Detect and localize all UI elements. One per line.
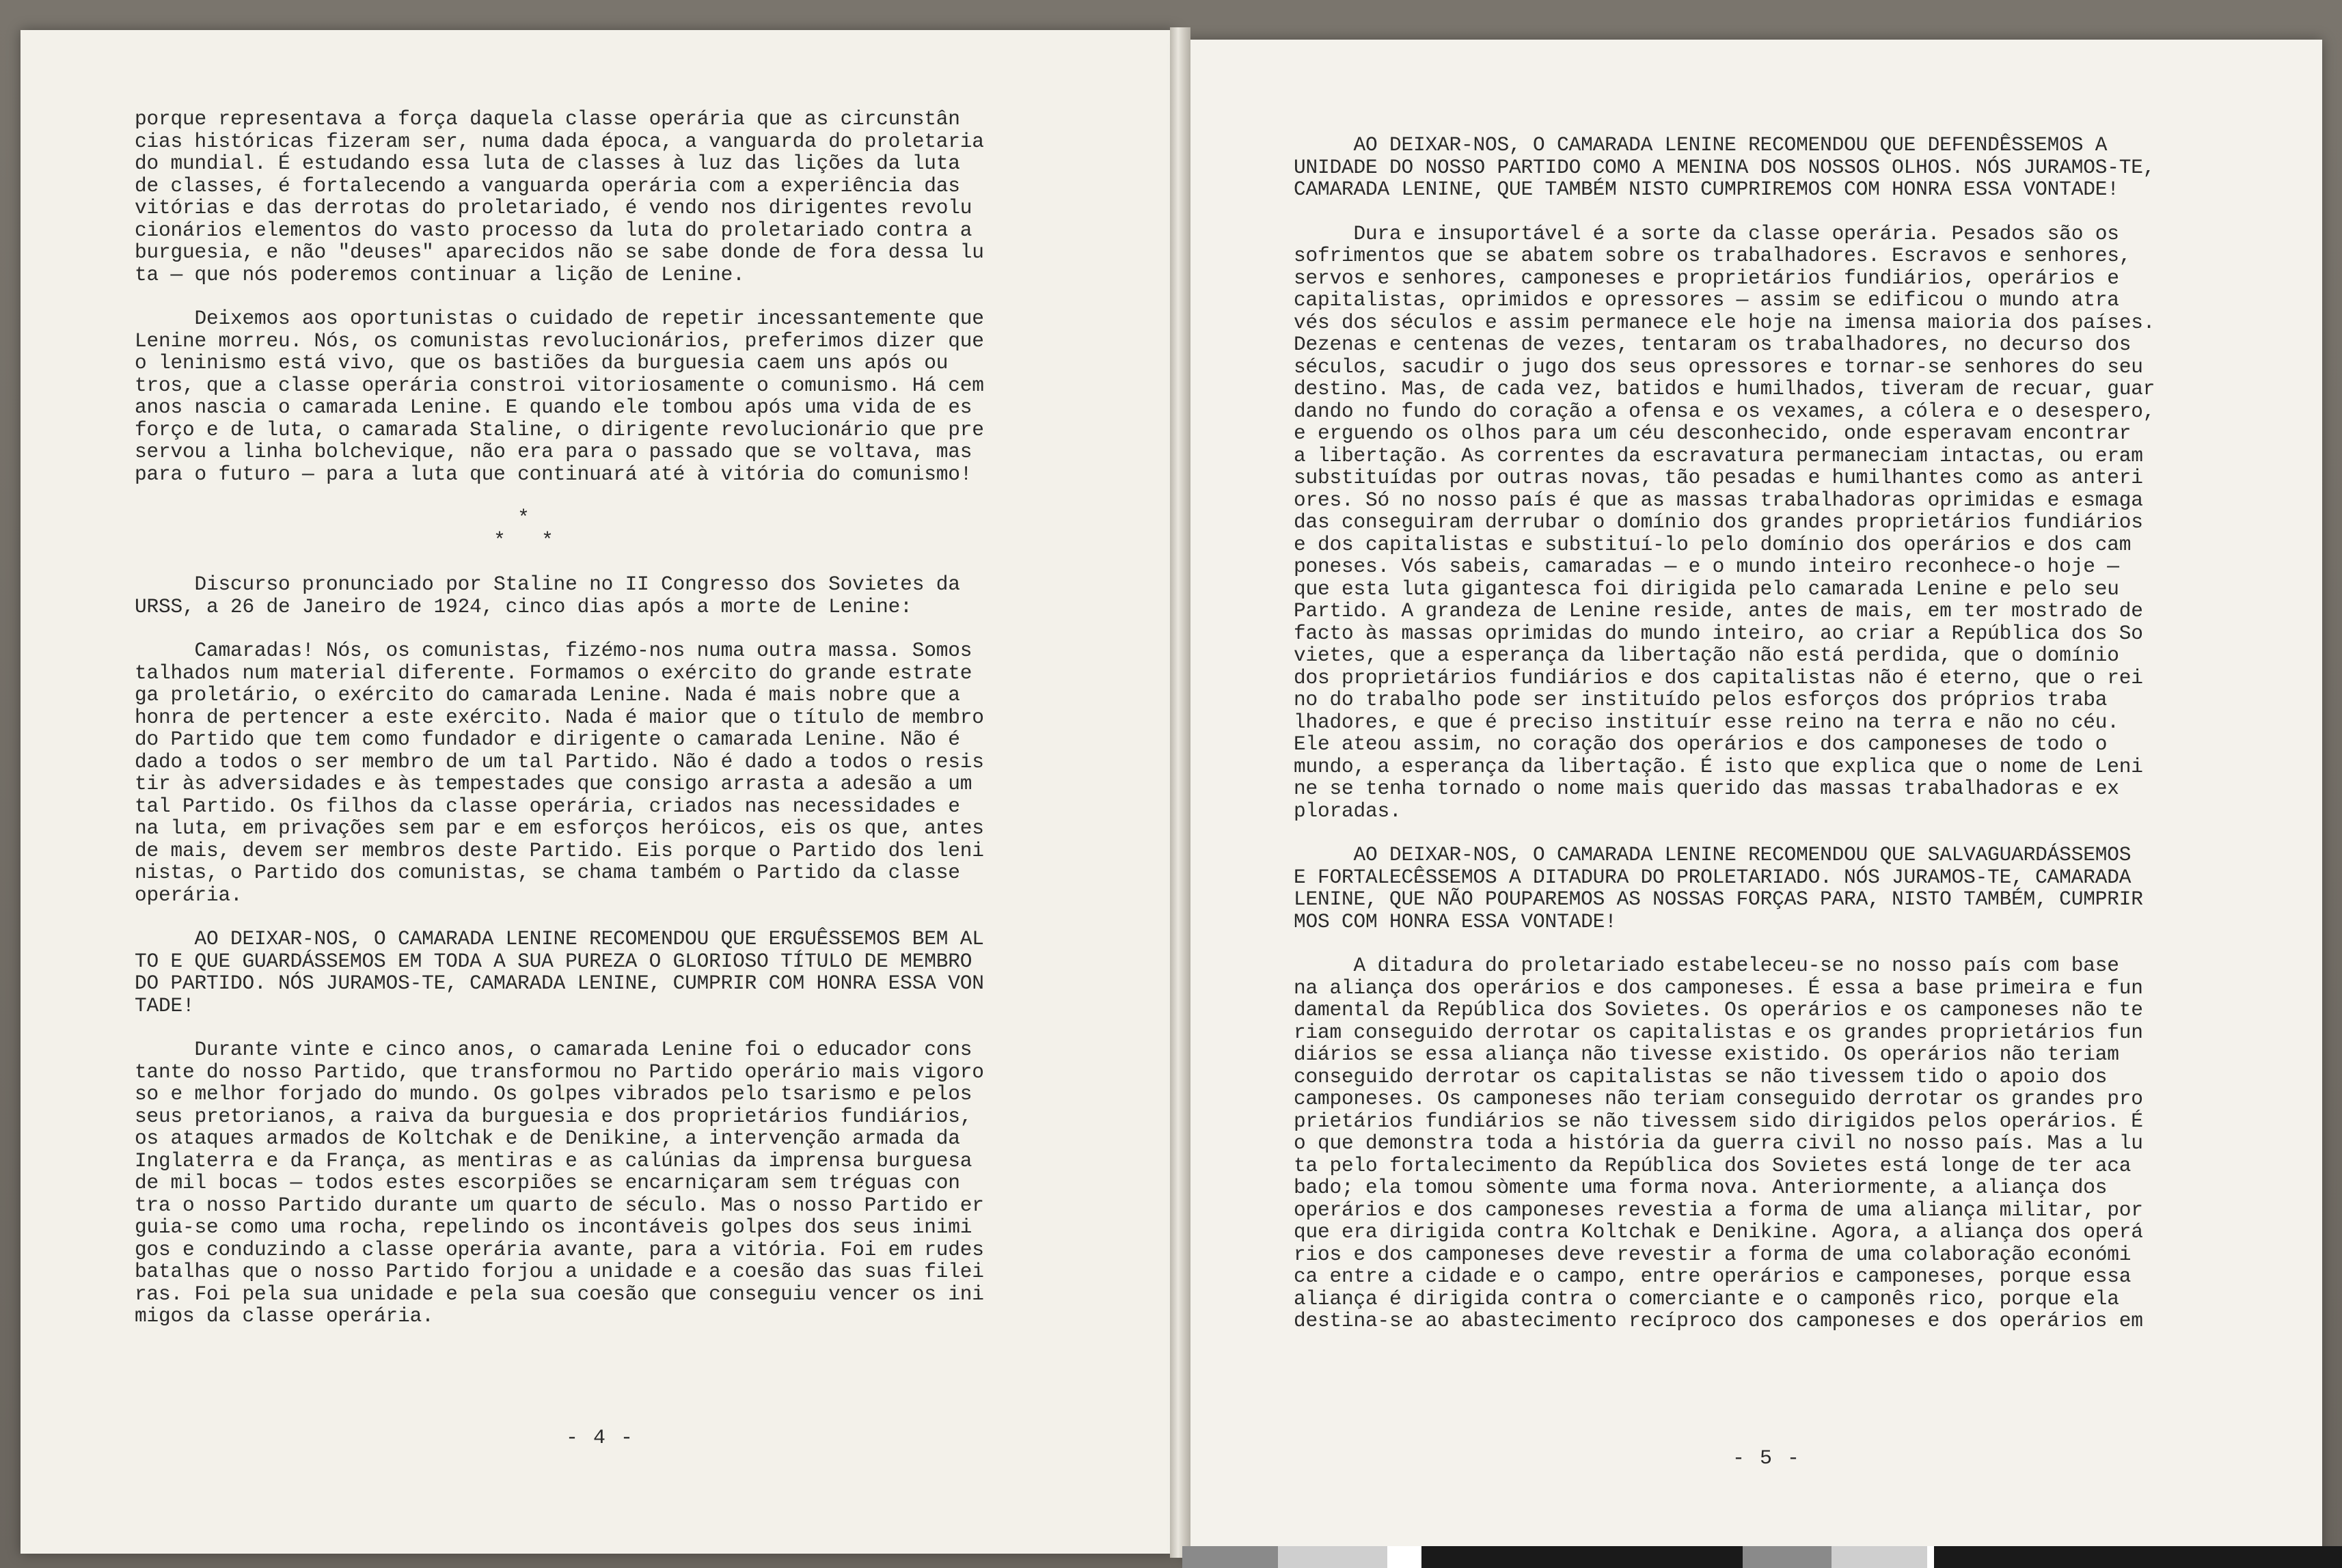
left-page-text [135,108,984,1328]
text-line: MOS COM HONRA ESSA VONTADE! [1294,909,1617,933]
text-line: conseguido derrotar os capitalistas se não tivessem tido o apoio dos [1294,1064,2108,1088]
text-line: LENINE, QUE NÃO POUPAREMOS AS NOSSAS FORÇAS PARA, NISTO TAMBÉM, CUMPRIR [1294,888,2143,911]
text-line: Deixemos aos oportunistas o cuidado de repetir incessantemente que [135,307,984,330]
text-line: vés dos séculos e assim permanece ele hoje na imensa maioria dos países. [1294,310,2155,334]
right-page-text [1294,134,2155,1332]
text-line: CAMARADA LENINE, QUE TAMBÉM NISTO CUMPRIREMOS COM HONRA ESSA VONTADE! [1294,178,2119,201]
text-line: mundo, a esperança da libertação. É isto que explica que o nome de Leni [1294,754,2143,778]
text-line: * [135,506,530,529]
color-calibration-strip [1182,1546,2342,1568]
text-line: anos nascia o camarada Lenine. E quando ele tombou após uma vida de es [135,396,972,419]
text-line: poneses. Vós sabeis, camaradas — e o mundo inteiro reconhece-o hoje — [1294,555,2119,578]
text-line: que era dirigida contra Koltchak e Denikine. Agora, a aliança dos operá [1294,1220,2143,1243]
text-line: substituídas por outras novas, tão pesadas e humilhantes como as anteri [1294,466,2143,489]
text-line: camponeses. Os camponeses não teriam conseguido derrotar os grandes pro [1294,1087,2143,1110]
text-line: tal Partido. Os filhos da classe operária, criados nas necessidades e [135,794,960,818]
text-line: Lenine morreu. Nós, os comunistas revolucionários, preferimos dizer que [135,329,984,353]
text-line: batalhas que o nosso Partido forjou a unidade e a coesão das suas filei [135,1260,984,1283]
text-line: Ele ateou assim, no coração dos operários e dos camponeses de todo o [1294,732,2108,756]
text-line: e erguendo os olhos para um céu desconhecido, onde esperavam encontrar [1294,422,2132,445]
text-line: na aliança dos operários e dos camponeses. É essa a base primeira e fun [1294,976,2143,1000]
text-line: operária. [135,883,243,907]
text-line: dado a todos o ser membro de um tal Partido. Não é dado a todos o resis [135,749,984,773]
text-line: vietes, que a esperança da libertação não está perdida, que o domínio [1294,644,2119,667]
text-line: ta — que nós poderemos continuar a lição de Lenine. [135,262,745,286]
text-line [135,1017,984,1039]
text-line: a libertação. As correntes da escravatura permaneciam intactas, ou eram [1294,443,2143,467]
text-line: que esta luta gigantesca foi dirigida pelo camarada Lenine e pelo seu [1294,577,2119,601]
text-line: A ditadura do proletariado estabeleceu-se no nosso país com base [1294,954,2119,977]
text-line: burguesia, e não "deuses" aparecidos não se sabe donde de fora dessa lu [135,240,984,264]
text-line: o leninismo está vivo, que os bastiões da burguesia caem uns após ou [135,351,949,374]
text-line: ores. Só no nosso país é que as massas trabalhadoras oprimidas e esmaga [1294,488,2143,512]
text-line [1294,933,2155,954]
text-line: UNIDADE DO NOSSO PARTIDO COMO A MENINA DOS NOSSOS OLHOS. NÓS JURAMOS-TE, [1294,155,2155,179]
text-line: Camaradas! Nós, os comunistas, fizémo-nos numa outra massa. Somos [135,639,972,662]
text-line [1294,201,2155,223]
text-line: nistas, o Partido dos comunistas, se chama também o Partido da classe [135,861,960,884]
text-line: Discurso pronunciado por Staline no II Congresso dos Sovietes da [135,573,960,596]
text-line: ca entre a cidade e o campo, entre operários e camponeses, porque essa [1294,1265,2132,1288]
text-line: so e melhor forjado do mundo. Os golpes vibrados pelo tsarismo e pelos [135,1082,972,1105]
text-line: ta pelo fortalecimento da República dos Sovietes está longe de ter aca [1294,1153,2132,1177]
text-line: operários e dos camponeses revestia a forma de uma aliança militar, por [1294,1198,2143,1222]
text-line: AO DEIXAR-NOS, O CAMARADA LENINE RECOMENDOU QUE ERGUÊSSEMOS BEM AL [135,927,984,950]
text-line [135,906,984,928]
text-line: o que demonstra toda a história da guerra civil no nosso país. Mas a lu [1294,1131,2143,1155]
text-line: do mundial. É estudando essa luta de classes à luz das lições da luta [135,152,960,175]
text-line: cias históricas fizeram ser, numa dada época, a vanguarda do proletaria [135,129,984,153]
text-line: destino. Mas, de cada vez, batidos e humilhados, tiveram de recuar, guar [1294,377,2155,400]
text-line: facto às massas oprimidas do mundo inteiro, ao criar a República dos So [1294,621,2143,645]
text-line: forço e de luta, o camarada Staline, o dirigente revolucionário que pre [135,417,984,441]
text-line: honra de pertencer a este exército. Nada é maior que o título de membro [135,705,984,729]
text-line [135,286,984,307]
text-line: Dezenas e centenas de vezes, tentaram os trabalhadores, no decurso dos [1294,333,2132,356]
text-line: Partido. A grandeza de Lenine reside, antes de mais, em ter mostrado de [1294,599,2143,622]
text-line: capitalistas, oprimidos e opressores — assim se edificou o mundo atra [1294,288,2119,312]
text-line: os ataques armados de Koltchak e de Denikine, a intervenção armada da [135,1127,960,1150]
text-line: cionários elementos do vasto processo da luta do proletariado contra a [135,218,972,242]
text-line: e dos capitalistas e substituí-lo pelo domínio dos operários e dos cam [1294,532,2132,556]
text-line: ploradas. [1294,799,1402,823]
text-line: dando no fundo do coração a ofensa e os vexames, a cólera e o desespero, [1294,399,2155,423]
text-line: TADE! [135,993,195,1017]
text-line: das conseguiram derrubar o domínio dos grandes proprietários fundiários [1294,510,2143,534]
page-number-right: - 5 - [1732,1447,1801,1470]
text-line: seus pretorianos, a raiva da burguesia e dos proprietários fundiários, [135,1104,972,1128]
text-line: lhadores, e que é preciso instituír esse reino na terra e não no céu. [1294,710,2119,734]
book-spine [1170,27,1190,1558]
text-line: tra o nosso Partido durante um quarto de século. Mas o nosso Partido er [135,1193,984,1217]
text-line: gos e conduzindo a classe operária avante, para a vitória. Foi em rudes [135,1237,984,1261]
text-line: de mais, devem ser membros deste Partido. Eis porque o Partido dos leni [135,838,984,862]
text-line: Dura e insuportável é a sorte da classe operária. Pesados são os [1294,221,2119,245]
text-line: * * [135,528,554,552]
text-line: riam conseguido derrotar os capitalistas e os grandes proprietários fun [1294,1020,2143,1044]
text-line: de mil bocas — todos estes escorpiões se encarniçaram sem tréguas con [135,1171,960,1194]
text-line: bado; ela tomou sòmente uma forma nova. Anteriormente, a aliança dos [1294,1176,2108,1199]
text-line: no do trabalho pode ser instituído pelos esforços dos próprios traba [1294,688,2108,711]
text-line: ras. Foi pela sua unidade e pela sua coesão que conseguiu vencer os ini [135,1282,984,1306]
text-line: ne se tenha tornado o nome mais querido das massas trabalhadoras e ex [1294,777,2119,800]
text-line: guia-se como uma rocha, repelindo os incontáveis golpes dos seus inimi [135,1215,972,1239]
text-line: tir às adversidades e às tempestades que consigo arrasta a adesão a um [135,772,972,795]
text-line: tros, que a classe operária constroi vitoriosamente o comunismo. Há cem [135,373,984,397]
text-line [135,551,984,573]
text-line: tante do nosso Partido, que transformou no Partido operário mais vigoro [135,1060,984,1084]
text-line: prietários fundiários se não tivessem sido dirigidos pelos operários. É [1294,1109,2143,1133]
text-line: do Partido que tem como fundador e dirigente o camarada Lenine. Não é [135,728,960,751]
page-number-left: - 4 - [566,1427,635,1450]
text-line: destina-se ao abastecimento recíproco dos camponeses e dos operários em [1294,1309,2143,1332]
text-line: migos da classe operária. [135,1304,434,1328]
text-line: TO E QUE GUARDÁSSEMOS EM TODA A SUA PUREZA O GLORIOSO TÍTULO DE MEMBRO [135,949,972,973]
text-line: servos e senhores, camponeses e proprietários fundiários, operários e [1294,266,2119,290]
text-line: de classes, é fortalecendo a vanguarda operária com a experiência das [135,174,960,197]
text-line: servou a linha bolchevique, não era para o passado que se voltava, mas [135,440,972,463]
text-line: E FORTALECÊSSEMOS A DITADURA DO PROLETARIADO. NÓS JURAMOS-TE, CAMARADA [1294,865,2132,889]
text-line: Inglaterra e da França, as mentiras e as calúnias da imprensa burguesa [135,1149,972,1172]
text-line: AO DEIXAR-NOS, O CAMARADA LENINE RECOMENDOU QUE SALVAGUARDÁSSEMOS [1294,843,2132,866]
text-line: diários se essa aliança não tivesse existido. Os operários não teriam [1294,1043,2119,1066]
text-line: DO PARTIDO. NÓS JURAMOS-TE, CAMARADA LENINE, CUMPRIR COM HONRA ESSA VON [135,972,984,995]
text-line: na luta, em privações sem par e em esforços heróicos, eis os que, antes [135,816,984,840]
text-line: Durante vinte e cinco anos, o camarada Lenine foi o educador cons [135,1038,972,1061]
text-line: sofrimentos que se abatem sobre os trabalhadores. Escravos e senhores, [1294,244,2132,267]
text-line: URSS, a 26 de Janeiro de 1924, cinco dias após a morte de Lenine: [135,594,912,618]
text-line: séculos, sacudir o jugo dos seus opressores e tornar-se senhores do seu [1294,355,2143,379]
text-line: AO DEIXAR-NOS, O CAMARADA LENINE RECOMENDOU QUE DEFENDÊSSEMOS A [1294,133,2108,156]
text-line [135,618,984,639]
text-line: talhados num material diferente. Formamos o exército do grande estrate [135,661,972,685]
text-line [135,485,984,507]
text-line: porque representava a força daquela classe operária que as circunstân [135,107,960,130]
text-line: aliança é dirigida contra o comerciante e o camponês rico, porque ela [1294,1287,2119,1310]
text-line: rios e dos camponeses deve revestir a forma de uma colaboração económi [1294,1242,2132,1266]
text-line: ga proletário, o exército do camarada Lenine. Nada é mais nobre que a [135,683,960,706]
text-line: para o futuro — para a luta que continuará até à vitória do comunismo! [135,462,972,486]
text-line [1294,822,2155,844]
text-line: vitórias e das derrotas do proletariado, é vendo nos dirigentes revolu [135,196,972,219]
text-line: dos proprietários fundiários e dos capitalistas não é eterno, que o rei [1294,665,2143,689]
text-line: damental da República dos Sovietes. Os operários e os camponeses não te [1294,998,2143,1021]
